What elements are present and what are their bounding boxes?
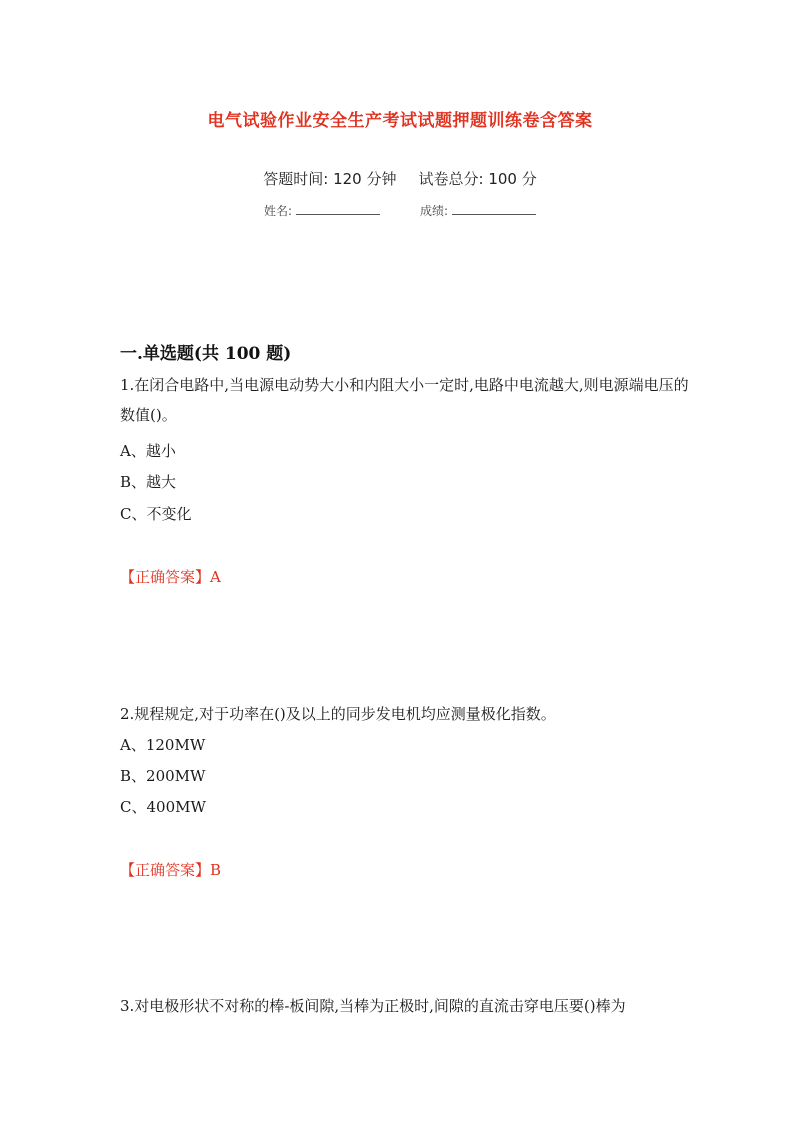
question-2-answer: 【正确答案】B — [120, 861, 222, 879]
time-limit: 答题时间: 120 分钟 — [263, 170, 397, 188]
question-2-option-a: A、120MW — [120, 736, 206, 754]
name-label: 姓名: — [263, 204, 292, 218]
total-score: 试卷总分: 100 分 — [418, 170, 537, 188]
question-1-option-a: A、越小 — [120, 442, 176, 460]
question-2-option-b: B、200MW — [120, 767, 206, 785]
name-blank — [296, 202, 380, 215]
exam-meta — [0, 168, 800, 189]
grade-label: 成绩: — [420, 204, 449, 218]
question-1-option-b: B、越大 — [120, 473, 177, 491]
question-1-text: 1.在闭合电路中,当电源电动势大小和内阻大小一定时,电路中电流越大,则电源端电压的数值()。 — [120, 376, 689, 424]
question-3-text: 3.对电极形状不对称的棒-板间隙,当棒为正极时,间隙的直流击穿电压要()棒为 — [120, 997, 626, 1015]
section-heading: 一.单选题(共 100 题) — [120, 344, 292, 364]
question-2-text: 2.规程规定,对于功率在()及以上的同步发电机均应测量极化指数。 — [120, 705, 556, 723]
question-2-option-c: C、400MW — [120, 798, 206, 816]
candidate-fields — [0, 202, 800, 219]
document-title: 电气试验作业安全生产考试试题押题训练卷含答案 — [207, 111, 593, 131]
question-1-answer: 【正确答案】A — [120, 568, 221, 586]
question-1-option-c: C、不变化 — [120, 505, 192, 523]
grade-blank — [452, 202, 536, 215]
